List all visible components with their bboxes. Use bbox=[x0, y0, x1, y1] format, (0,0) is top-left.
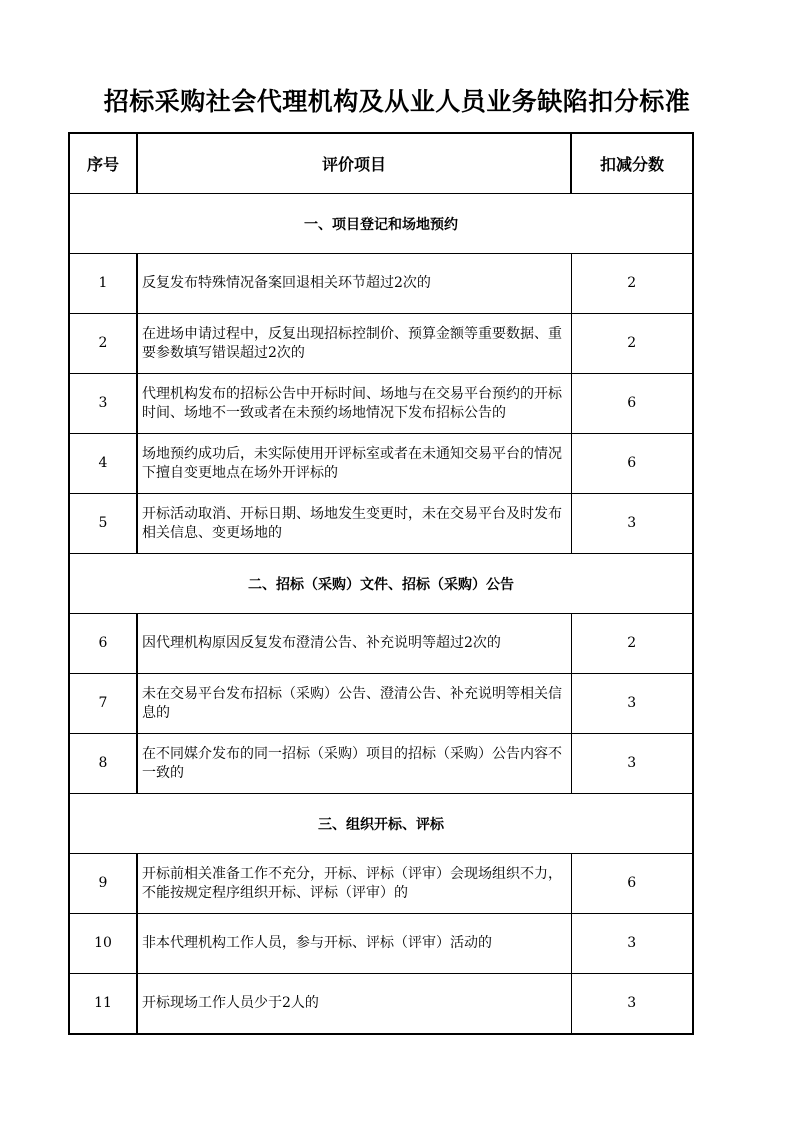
row-number: 5 bbox=[69, 494, 137, 554]
section-heading-row bbox=[69, 194, 693, 254]
section-heading-row bbox=[69, 794, 693, 854]
row-number: 2 bbox=[69, 314, 137, 374]
row-number: 7 bbox=[69, 674, 137, 734]
table-row bbox=[69, 914, 693, 974]
row-item: 开标现场工作人员少于2人的 bbox=[137, 974, 571, 1035]
row-item: 在进场申请过程中，反复出现招标控制价、预算金额等重要数据、重要参数填写错误超过2次的 bbox=[137, 314, 571, 374]
table-row bbox=[69, 494, 693, 554]
table-header-row bbox=[69, 133, 693, 194]
table-row bbox=[69, 434, 693, 494]
row-score: 3 bbox=[571, 914, 693, 974]
row-item: 非本代理机构工作人员，参与开标、评标（评审）活动的 bbox=[137, 914, 571, 974]
row-number: 11 bbox=[69, 974, 137, 1035]
deduction-standard-table bbox=[68, 132, 694, 1035]
row-item: 代理机构发布的招标公告中开标时间、场地与在交易平台预约的开标时间、场地不一致或者在未预约场地情况下发布招标公告的 bbox=[137, 374, 571, 434]
section-heading: 三、组织开标、评标 bbox=[69, 794, 693, 854]
row-number: 3 bbox=[69, 374, 137, 434]
table-row bbox=[69, 374, 693, 434]
table-row bbox=[69, 614, 693, 674]
row-score: 2 bbox=[571, 254, 693, 314]
row-item: 场地预约成功后，未实际使用开评标室或者在未通知交易平台的情况下擅自变更地点在场外开评标的 bbox=[137, 434, 571, 494]
row-item: 反复发布特殊情况备案回退相关环节超过2次的 bbox=[137, 254, 571, 314]
row-score: 2 bbox=[571, 614, 693, 674]
header-no: 序号 bbox=[69, 133, 137, 194]
row-score: 3 bbox=[571, 494, 693, 554]
table-row bbox=[69, 254, 693, 314]
header-score: 扣减分数 bbox=[571, 133, 693, 194]
table-row bbox=[69, 734, 693, 794]
row-score: 3 bbox=[571, 674, 693, 734]
table-row bbox=[69, 674, 693, 734]
row-score: 6 bbox=[571, 854, 693, 914]
row-number: 1 bbox=[69, 254, 137, 314]
row-score: 2 bbox=[571, 314, 693, 374]
row-number: 6 bbox=[69, 614, 137, 674]
row-item: 开标前相关准备工作不充分，开标、评标（评审）会现场组织不力，不能按规定程序组织开标、评标（评审）的 bbox=[137, 854, 571, 914]
table-row bbox=[69, 974, 693, 1035]
row-item: 开标活动取消、开标日期、场地发生变更时，未在交易平台及时发布相关信息、变更场地的 bbox=[137, 494, 571, 554]
row-item: 因代理机构原因反复发布澄清公告、补充说明等超过2次的 bbox=[137, 614, 571, 674]
row-score: 3 bbox=[571, 974, 693, 1035]
table-row bbox=[69, 314, 693, 374]
section-heading: 二、招标（采购）文件、招标（采购）公告 bbox=[69, 554, 693, 614]
header-item: 评价项目 bbox=[137, 133, 571, 194]
row-number: 9 bbox=[69, 854, 137, 914]
row-score: 3 bbox=[571, 734, 693, 794]
row-score: 6 bbox=[571, 374, 693, 434]
row-number: 8 bbox=[69, 734, 137, 794]
row-number: 4 bbox=[69, 434, 137, 494]
section-heading-row bbox=[69, 554, 693, 614]
table-row bbox=[69, 854, 693, 914]
row-number: 10 bbox=[69, 914, 137, 974]
section-heading: 一、项目登记和场地预约 bbox=[69, 194, 693, 254]
row-item: 未在交易平台发布招标（采购）公告、澄清公告、补充说明等相关信息的 bbox=[137, 674, 571, 734]
row-score: 6 bbox=[571, 434, 693, 494]
page-title: 招标采购社会代理机构及从业人员业务缺陷扣分标准 bbox=[103, 87, 691, 116]
row-item: 在不同媒介发布的同一招标（采购）项目的招标（采购）公告内容不一致的 bbox=[137, 734, 571, 794]
